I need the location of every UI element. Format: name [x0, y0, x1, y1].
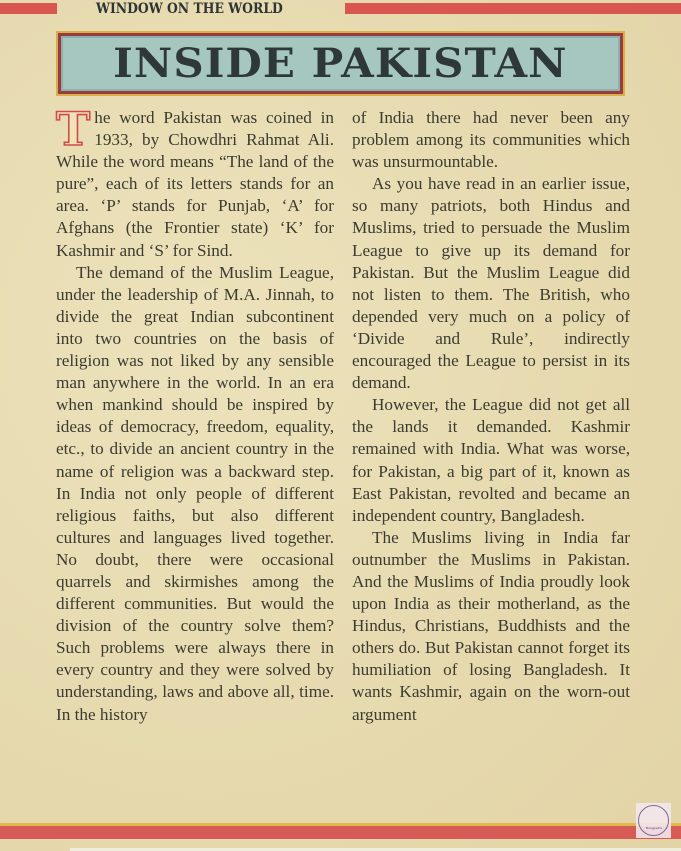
paragraph: The demand of the Muslim League, under the leadership of M.A. Jinnah, to divide the great Indian subcontinent into two countries on the basis of religion was not liked by any sensible man anywhere in the world. In an era when mankind should be inspired by ideas of democracy, freedom, equality, etc., to divide an ancient country in the name of religion was a backward step. In India not only people of different religious faiths, but also different cultures and languages lived together. No doubt, there were occasional quarrels and skirmishes among the different communities. But would the division of the country solve them? Such problems were always there in every country and they were solved by understanding, laws and above all, time. In the history: [56, 262, 334, 724]
header-accent-bar-right: [345, 3, 681, 14]
article-column-left: [56, 102, 334, 726]
watermark-stamp: [636, 803, 671, 838]
footer-accent-bar: [0, 826, 681, 839]
paragraph: The Muslims living in India far outnumber the Muslims in Pakistan. And the Muslims of India proudly look upon India as their motherland, as the Hindus, Christians, Buddhists and the others do. But Pakistan cannot forget its humiliation of losing Bangladesh. It wants Kashmir, again on the worn-out argument: [352, 527, 630, 724]
title-box: [58, 33, 623, 94]
title-banner: [56, 31, 625, 96]
header-accent-bar-left: [0, 3, 57, 14]
paragraph-text: he word Pakistan was coined in 1933, by Chowdhri Rahmat Ali. While the word means “The land of the pure”, each of its letters stands for an area. ‘P’ stands for Punjab, ‘A’ for Afghans (the Frontier state) ‘K’ for Kashmir and ‘S’ for Sind.: [56, 108, 334, 260]
article-column-right: [352, 107, 630, 726]
paragraph: [56, 102, 334, 262]
watermark-text: Bangpedia: [645, 826, 663, 830]
page-title: INSIDE PAKISTAN: [113, 40, 568, 87]
paragraph: As you have read in an earlier issue, so many patriots, both Hindus and Muslims, tried to persuade the Muslim League to give up its demand for Pakistan. But the Muslim League did not listen to them. The British, who depended very much on a policy of ‘Divide and Rule’, indirectly encouraged the League to persist in its demand.: [352, 174, 630, 393]
drop-cap: T: [56, 102, 91, 156]
stamp-ring-icon: [638, 805, 669, 836]
paragraph: However, the League did not get all the lands it demanded. Kashmir remained with India. What was worse, for Pakistan, a big part of it, known as East Pakistan, revolted and became an independent country, Bangladesh.: [352, 395, 630, 525]
paragraph: of India there had never been any problem among its communities which was unsurmountable.: [352, 108, 630, 172]
section-label: WINDOW ON THE WORLD: [96, 1, 283, 17]
